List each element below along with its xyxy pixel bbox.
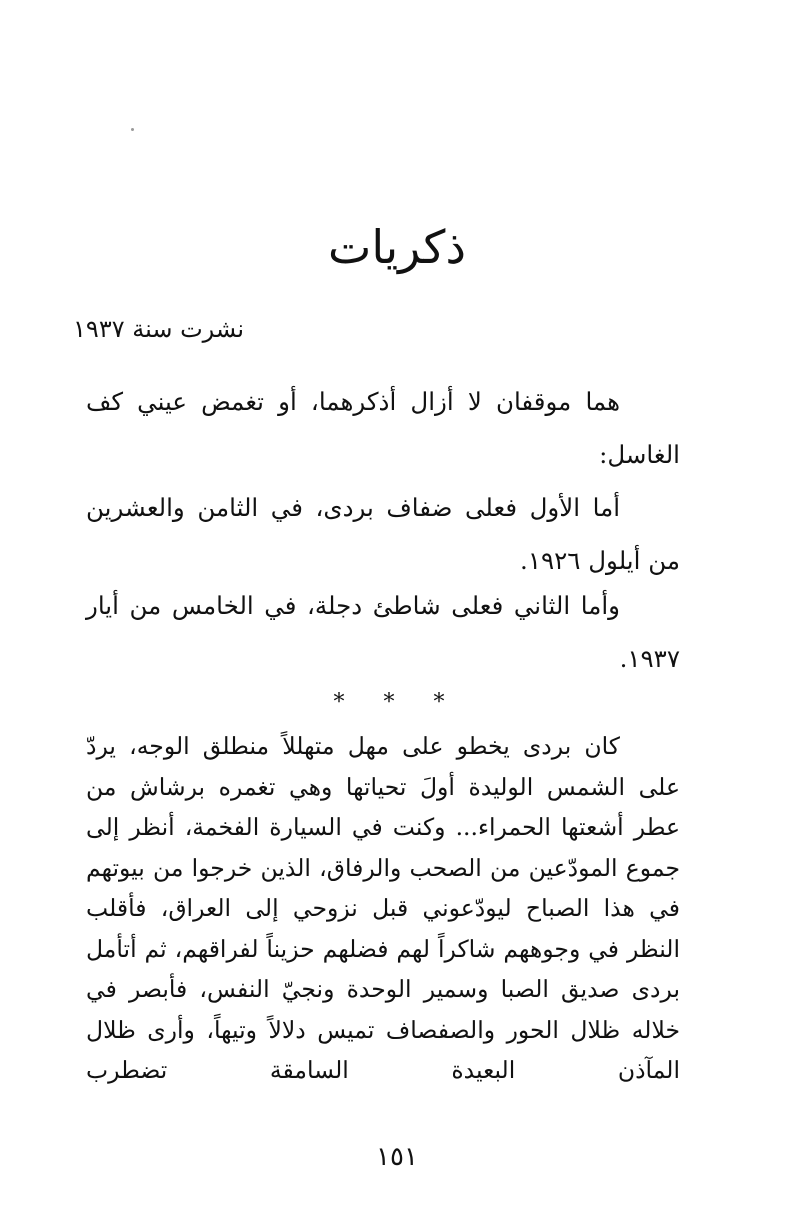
intro-paragraph: هما موقفان لا أزال أذكرهما، أو تغمض عيني كف الغاسل: bbox=[86, 387, 680, 469]
body-paragraph: كان بردى يخطو على مهل متهللاً منطلق الوجه، يردّ على الشمس الوليدة أولَ تحياتها وهي تغمره برشاش من عطر أشعتها الحمراء... وكنت في السيارة الفخمة، أنظر إلى جموع المودّعين من الصحب والرفاق، الذين خرجوا من بيوتهم في هذا الصباح ليودّعوني قبل نزوحي إلى العراق، فأقلب النظر في وجوههم شاكراً لهم فضلهم حزيناً لفراقهم، ثم أتأمل بردى صديق الصبا وسمير الوحدة ونجيّ النفس، فأبصر في خلاله ظلال الحور والصفصاف تميس دلالاً وتيهاً، وأرى ظلال المآذن البعيدة السامقة تضطرب bbox=[86, 732, 680, 1084]
section-separator: * * * bbox=[333, 690, 461, 715]
publication-note: نشرت سنة ١٩٣٧ bbox=[73, 315, 244, 343]
chapter-title: ذكريات bbox=[328, 220, 466, 274]
paper-speck bbox=[131, 128, 134, 131]
page-number: ١٥١ bbox=[376, 1142, 418, 1172]
intro-paragraph: وأما الثاني فعلى شاطئ دجلة، في الخامس من أيار ١٩٣٧. bbox=[86, 591, 680, 673]
intro-paragraph: أما الأول فعلى ضفاف بردى، في الثامن والعشرين من أيلول ١٩٢٦. bbox=[86, 493, 680, 575]
